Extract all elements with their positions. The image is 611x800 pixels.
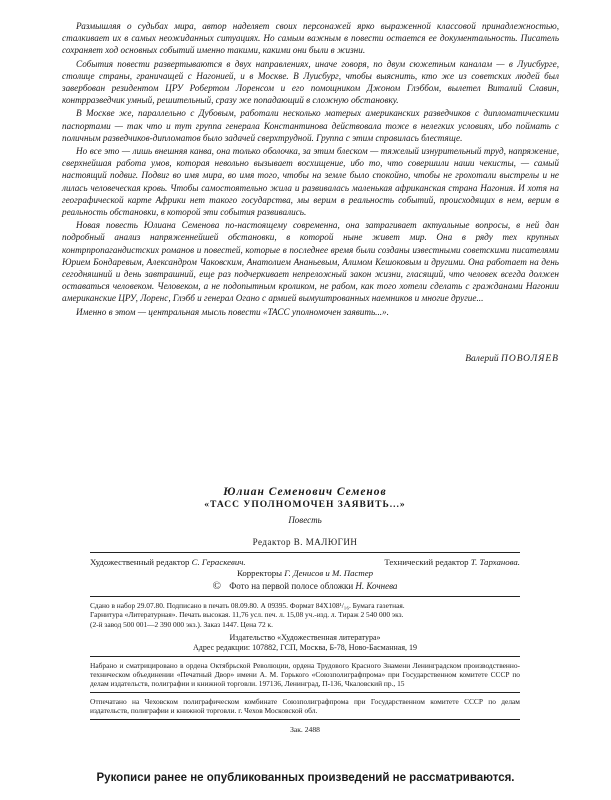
editor-label: Редактор [252,537,292,547]
copyright-icon: © [212,580,221,592]
tech-editor-label: Технический редактор [384,557,469,567]
tech-editor-name: Т. Тарханова. [470,557,520,567]
typesetting-info: Набрано и сматрицировано в ордена Октябрьской Революции, ордена Трудового Красного Знамени Ленинградском производственно-техническом объединении «Печатный Двор» имени А. М. Горького «Союзполиграфпрома» при Государственном комитете СССР по делам издательств, полиграфии и книжной торговли. 197136, Ленинград, П-136, Чкаловский пр., 15 [90,661,520,689]
publisher-block [90,633,520,652]
correctors-names: Г. Денисов и М. Пастер [284,568,374,578]
art-editor-label: Художественный редактор [90,557,190,567]
closing-notice: Рукописи ранее не опубликованных произведений не рассматриваются. [96,772,515,784]
book-genre: Повесть [288,515,322,525]
book-author: Юлиан Семенович Семенов [223,486,387,498]
divider [90,596,520,597]
tech-editor [384,557,520,568]
order-number: Зак. 2488 [290,725,320,735]
correctors-line [90,568,520,579]
afterword-text [62,20,559,319]
afterword-paragraph: Размышляя о судьбах мира, автор наделяет своих персонажей ярко выраженной классовой принадлежностью, сталкивает их в самых неожиданных ситуациях. Но самым важным в повести остается ее документальность. Писатель сохраняет ход основных событий именно такими, какими они были в жизни. [62,21,559,56]
art-editor [90,557,246,568]
editor-name: В. МАЛЮГИН [293,537,358,547]
art-editor-name: С. Гераскевич. [191,557,246,567]
publisher-address: Адрес редакции: 107882, ГСП, Москва, Б-78, Ново-Басманная, 19 [192,642,418,652]
divider [90,552,520,553]
book-title: «ТАСС УПОЛНОМОЧЕН ЗАЯВИТЬ...» [204,500,406,510]
tech-line: (2-й завод 500 001—2 390 000 экз.). Заказ 1447. Цена 72 к. [90,619,273,629]
photo-label: Фото на первой полосе обложки [229,581,354,591]
printing-info: Отпечатано на Чеховском полиграфическом комбинате Союзполиграфпрома при Государственном комитете СССР по делам издательств, полиграфии и книжной торговли. г. Чехов Московской обл. [90,697,520,716]
editor-line [90,537,520,548]
tech-line: Сдано в набор 29.07.80. Подписано в печать 08.09.80. А 09395. Формат 84Х108¹/₁₆. Бумага газетная. [90,601,405,610]
colophon [90,487,520,735]
divider [90,719,520,720]
afterword-paragraph: Именно в этом — центральная мысль повести «ТАСС уполномочен заявить...». [76,306,389,317]
afterword-paragraph: Новая повесть Юлиана Семенова по-настоящему современна, она затрагивает актуальные вопросы, в ней дан подробный анализ напряженнейшей обстановки, в которой ныне живет мир. Она в ряду тех крупных контрпропагандистских романов и повестей, которые в последнее время были созданы известными советскими писателями Юрием Бондаревым, Александром Чаковским, Анатолием Ананьевым, Алимом Кешоковым и другими. Она работает на день сегодняшний и день завтрашний, еще раз подчеркивает непреложный закон жизни, гласящий, что человек всегда должен оставаться человеком. Человеком, а не подопытным кроликом, не рабом, как того хотели сделать с гражданами Нагонии американские ЦРУ, Лоренс, Глэбб и генерал Огано с армией вымуштрованных наемников и многие другие... [62,220,559,304]
correctors-label: Корректоры [236,568,283,578]
signature-first-name: Валерий [465,354,499,364]
afterword-paragraph: В Москве же, параллельно с Дубовым, работали несколько матерых американских разведчиков с дипломатическими паспортами — так что и тут группа генерала Константинова действовала тоже в нелегких условиях, ибо поймать с поличным разведчиков-дипломатов было задачей сверхтрудной. Группа с этим справилась блестяще. [62,108,559,143]
editors-row [90,557,520,568]
photo-author: Н. Кочнева [355,581,398,591]
afterword-signature [62,354,559,364]
publisher-name: Издательство «Художественная литература» [229,633,381,643]
technical-details [90,601,520,629]
afterword-paragraph: Но все это — лишь внешняя канва, она только оболочка, за этим блеском — тяжелый изнурительный труд, напряжение, сверхнейшая работа умов, которая невольно вызывает восхищение, ибо то, что совершили наши чекисты, — самый настоящий подвиг. Подвиг во имя мира, во имя того, чтобы на земле было спокойно, чтобы не грохотали выстрелы и не лилась человеческая кровь. Чтобы самостоятельно жила и развивалась маленькая африканская страна Нагония. И хотя на географической карте Африки нет такого государства, мы верим в реальность событий, происходящих в нем, верим в реальность обстановки, в которой эти события развивались. [62,146,559,218]
tech-line: Гарнитура «Литературная». Печать высокая. 11,76 усл. печ. л. 15,08 уч.-изд. л. Тираж 2 540 000 экз. [90,610,404,620]
signature-last-name: ПОВОЛЯЕВ [501,354,559,364]
photo-credit [90,581,520,592]
divider [90,692,520,693]
divider [90,656,520,657]
afterword-paragraph: События повести развертываются в двух направлениях, иначе говоря, по двум сюжетным каналам — в Луисбурге, столице страны, граничащей с Нагонией, и в Москве. В Луисбург, чтобы выяснить, кто же из советских людей был завербован резидентом ЦРУ Робертом Лоренсом и его помощником Джоном Глэббом, вылетел Виталий Славин, контрразведчик умный, решительный, сразу же попадающий в сложную обстановку. [62,58,559,106]
